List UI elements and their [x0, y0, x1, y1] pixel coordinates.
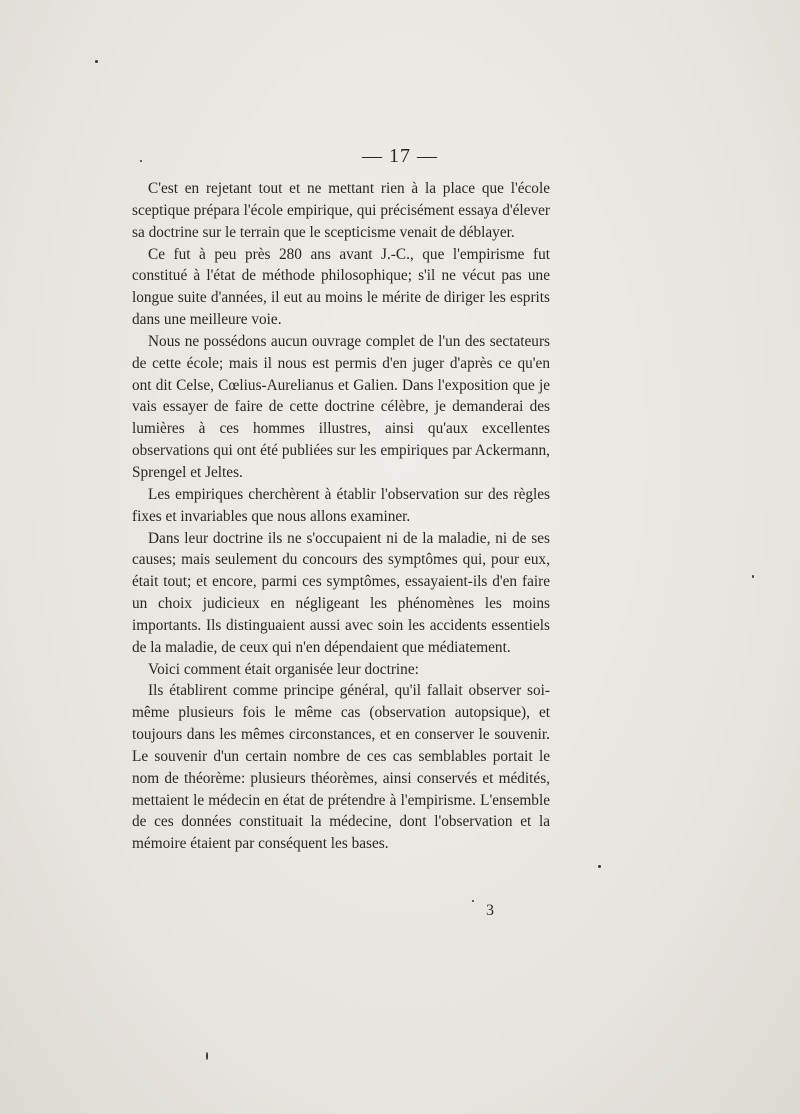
- paper-speck: [140, 160, 142, 162]
- paper-speck: [472, 900, 474, 902]
- paper-speck: [598, 865, 601, 868]
- paper-speck: [752, 575, 754, 578]
- paragraph-3: Nous ne possédons aucun ouvrage complet de l'un des sectateurs de cette école; mais il nous est permis d'en juger d'après ce qu'en ont dit Celse, Cœlius-Aurelianus et Galien. Dans l'exposition que je vais essayer de faire de cette doctrine célèbre, je demanderai des lumières à ces hommes illustres, ainsi qu'aux excellentes observations qui ont été publiées sur les empiriques par Ackermann, Sprengel et Jeltes.: [132, 332, 550, 481]
- signature-mark: 3: [486, 902, 494, 919]
- paragraph-5: Dans leur doctrine ils ne s'occupaient ni de la maladie, ni de ses causes; mais seulement du concours des symptômes qui, pour eux, était tout; et encore, parmi ces symptômes, essayaient-ils d'en faire un choix judicieux en négligeant les phénomènes les moins importants. Ils distinguaient aussi avec soin les accidents essentiels de la maladie, de ceux qui n'en dépendaient que médiatement.: [132, 529, 550, 656]
- paper-speck: [206, 1052, 208, 1060]
- paragraph-6: Voici comment était organisée leur doctrine:: [148, 660, 419, 678]
- paragraph-7: Ils établirent comme principe général, qu'il fallait observer soi-même plusieurs fois le même cas (observation autopsique), et toujours dans les mêmes circonstances, et en conserver le souvenir. Le souvenir d'un certain nombre de ces cas semblables portait le nom de théorème: plusieurs théorèmes, ainsi conservés et médités, mettaient le médecin en état de prétendre à l'empirisme. L'ensemble de ces données constituait la médecine, dont l'observation et la mémoire étaient par conséquent les bases.: [132, 682, 550, 853]
- paragraph-1: C'est en rejetant tout et ne mettant rien à la place que l'école sceptique prépara l'école empirique, qui précisément essaya d'élever sa doctrine sur le terrain que le scepticisme venait de déblayer.: [132, 180, 550, 241]
- body-text: [132, 178, 550, 855]
- page-number-heading: — 17 —: [362, 145, 438, 167]
- paragraph-2: Ce fut à peu près 280 ans avant J.-C., que l'empirisme fut constitué à l'état de méthode philosophique; s'il ne vécut pas une longue suite d'années, il eut au moins le mérite de diriger les esprits dans une meilleure voie.: [132, 245, 550, 329]
- paper-speck: [95, 60, 98, 63]
- paragraph-4: Les empiriques cherchèrent à établir l'observation sur des règles fixes et invariables que nous allons examiner.: [132, 485, 550, 525]
